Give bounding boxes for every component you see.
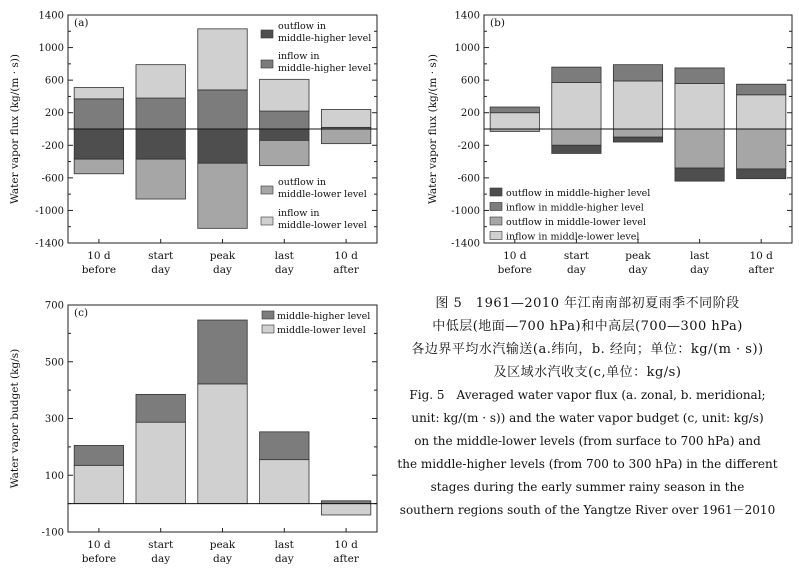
bar-segment: [552, 145, 601, 153]
bar-segment: [675, 83, 724, 129]
chart-b: [400, 0, 799, 290]
bar-segment: [737, 95, 786, 129]
x-tick-label: before: [81, 553, 117, 565]
x-tick-label: peak: [625, 250, 651, 262]
bar-segment: [74, 465, 123, 503]
legend-label: inflow in: [278, 51, 320, 62]
figure-caption: [380, 292, 795, 522]
bar-segment: [74, 87, 123, 98]
bar-segment: [490, 113, 539, 129]
bar-segment: [737, 84, 786, 95]
bar-segment: [613, 129, 662, 137]
legend-swatch: [261, 217, 273, 225]
bar-segment: [490, 107, 539, 113]
legend-swatch: [261, 186, 273, 194]
legend-label: outflow in: [278, 21, 327, 32]
caption-en-line: stages during the early summer rainy season in the: [430, 480, 745, 494]
y-axis-label: Water vapor budget (kg/s): [9, 348, 21, 489]
legend-label: outflow in: [278, 177, 327, 188]
y-tick-label: 600: [44, 75, 64, 87]
legend-label: outflow in middle-lower level: [506, 217, 646, 228]
x-tick-label: start: [148, 250, 174, 262]
legend-swatch: [490, 217, 502, 225]
y-tick-label: -1000: [35, 205, 64, 217]
caption-en-line: southern regions south of the Yangtze River over 1961－2010: [399, 503, 776, 517]
x-tick-label: 10 d: [334, 539, 358, 551]
bar-segment: [74, 99, 123, 129]
y-tick-label: 200: [460, 108, 480, 120]
y-axis-label: Water vapor flux (kg/(m · s)): [9, 54, 21, 204]
x-tick-label: day: [628, 264, 648, 276]
bar-segment: [613, 81, 662, 129]
bar-segment: [552, 83, 601, 129]
x-tick-label: 10 d: [87, 250, 111, 262]
legend-label: inflow in middle-lower level: [506, 231, 640, 243]
x-tick-label: after: [333, 264, 359, 276]
caption-en-line: unit: kg/(m · s)) and the water vapor budget (c, unit: kg/s): [411, 411, 764, 425]
bar-segment: [136, 394, 185, 422]
bar-segment: [613, 65, 662, 81]
bar-segment: [321, 109, 370, 127]
x-tick-label: day: [213, 553, 232, 565]
caption-en-line: on the middle-lower levels (from surface to 700 hPa) and: [414, 434, 761, 448]
legend-swatch: [261, 30, 273, 38]
y-axis-label: Water vapor flux (kg/(m · s)): [427, 54, 439, 204]
bar-segment: [675, 68, 724, 83]
legend-label: outflow in middle-higher level: [506, 188, 651, 199]
y-tick-label: -1400: [35, 238, 64, 250]
bar-segment: [260, 140, 309, 165]
x-tick-label: peak: [209, 250, 236, 262]
legend-label: middle-higher level: [277, 311, 371, 322]
panel-label: (c): [74, 307, 89, 319]
legend-swatch: [261, 60, 273, 68]
bar-segment: [675, 129, 724, 168]
bar-segment: [321, 504, 370, 515]
y-tick-label: 1400: [38, 10, 64, 22]
caption-en-line: Fig. 5 Averaged water vapor flux (a. zonal, b. meridional;: [409, 388, 766, 402]
x-tick-label: day: [566, 264, 586, 276]
y-tick-label: -100: [41, 527, 64, 539]
bar-segment: [136, 98, 185, 129]
x-tick-label: after: [748, 264, 775, 276]
bar-segment: [198, 29, 247, 90]
x-tick-label: day: [151, 553, 171, 565]
y-tick-label: -200: [457, 140, 480, 152]
legend-swatch: [490, 188, 502, 196]
x-tick-label: day: [274, 553, 294, 565]
legend-swatch: [490, 203, 502, 211]
caption-cn-line: 中低层(地面—700 hPa)和中高层(700—300 hPa): [432, 319, 743, 334]
x-tick-label: 10 d: [87, 539, 111, 551]
legend-swatch: [262, 325, 274, 333]
legend-label: middle-higher level: [278, 63, 372, 74]
y-tick-label: -1000: [451, 205, 480, 217]
y-tick-label: 500: [44, 357, 64, 369]
x-tick-label: before: [81, 264, 117, 276]
caption-en-line: the middle-higher levels (from 700 to 300 hPa) in the different: [397, 457, 778, 471]
x-tick-label: last: [274, 539, 294, 551]
bar-segment: [260, 129, 309, 140]
bar-segment: [260, 460, 309, 504]
bar-segment: [74, 159, 123, 174]
legend-swatch: [490, 232, 502, 240]
bar-segment: [136, 422, 185, 503]
bar-segment: [737, 129, 786, 169]
bar-segment: [552, 67, 601, 82]
bar-segment: [198, 163, 247, 228]
x-tick-label: last: [274, 250, 294, 262]
x-tick-label: day: [213, 264, 232, 276]
y-tick-label: -1400: [451, 238, 480, 250]
x-tick-label: day: [151, 264, 171, 276]
panel-label: (b): [490, 17, 505, 29]
bar-segment: [74, 129, 123, 159]
bar-segment: [321, 129, 370, 144]
chart-a: [0, 0, 390, 290]
legend-swatch: [262, 311, 274, 319]
x-tick-label: peak: [209, 539, 236, 551]
legend-label: inflow in middle-higher level: [506, 202, 644, 214]
legend-label: middle-higher level: [278, 33, 372, 44]
bar-segment: [198, 90, 247, 129]
x-tick-label: after: [333, 553, 359, 565]
bar-segment: [260, 432, 309, 460]
bar-segment: [136, 65, 185, 98]
y-tick-label: 200: [44, 108, 64, 120]
bar-segment: [260, 111, 309, 129]
caption-cn-line: 图 5 1961—2010 年江南南部初夏雨季不同阶段: [435, 296, 740, 311]
y-tick-label: -600: [457, 173, 480, 185]
legend-label: middle-lower level: [278, 189, 367, 200]
bar-segment: [613, 137, 662, 142]
bar-segment: [198, 320, 247, 384]
y-tick-label: 1000: [38, 43, 64, 55]
y-tick-label: 600: [460, 75, 480, 87]
bar-segment: [737, 169, 786, 179]
x-tick-label: 10 d: [334, 250, 358, 262]
y-tick-label: 100: [44, 470, 64, 482]
bar-segment: [136, 129, 185, 159]
bar-segment: [198, 129, 247, 163]
x-tick-label: last: [689, 250, 710, 262]
caption-cn-line: 各边界平均水汽输送(a.纬向，b. 经向；单位：kg/(m · s)): [411, 342, 764, 357]
panel-label: (a): [74, 17, 89, 29]
y-tick-label: 1400: [454, 10, 480, 22]
caption-cn-line: 及区域水汽收支(c,单位：kg/s): [493, 365, 682, 380]
y-tick-label: 300: [44, 414, 64, 425]
y-tick-label: 700: [44, 300, 64, 312]
legend-label: middle-lower level: [278, 220, 367, 231]
x-tick-label: start: [563, 250, 589, 262]
legend-label: inflow in: [278, 208, 320, 219]
bar-segment: [260, 79, 309, 111]
bar-segment: [552, 129, 601, 145]
bar-segment: [74, 445, 123, 465]
bar-segment: [198, 384, 247, 504]
y-tick-label: -200: [41, 140, 64, 152]
x-tick-label: 10 d: [503, 250, 527, 262]
bar-segment: [675, 168, 724, 181]
x-tick-label: day: [274, 264, 294, 276]
legend-label: middle-lower level: [277, 325, 366, 336]
x-tick-label: 10 d: [749, 250, 773, 262]
y-tick-label: -600: [41, 173, 64, 185]
x-tick-label: start: [148, 539, 174, 551]
x-tick-label: before: [497, 264, 532, 276]
bar-segment: [136, 159, 185, 199]
x-tick-label: day: [690, 264, 710, 276]
chart-c: [0, 295, 390, 572]
y-tick-label: 1000: [454, 43, 480, 55]
